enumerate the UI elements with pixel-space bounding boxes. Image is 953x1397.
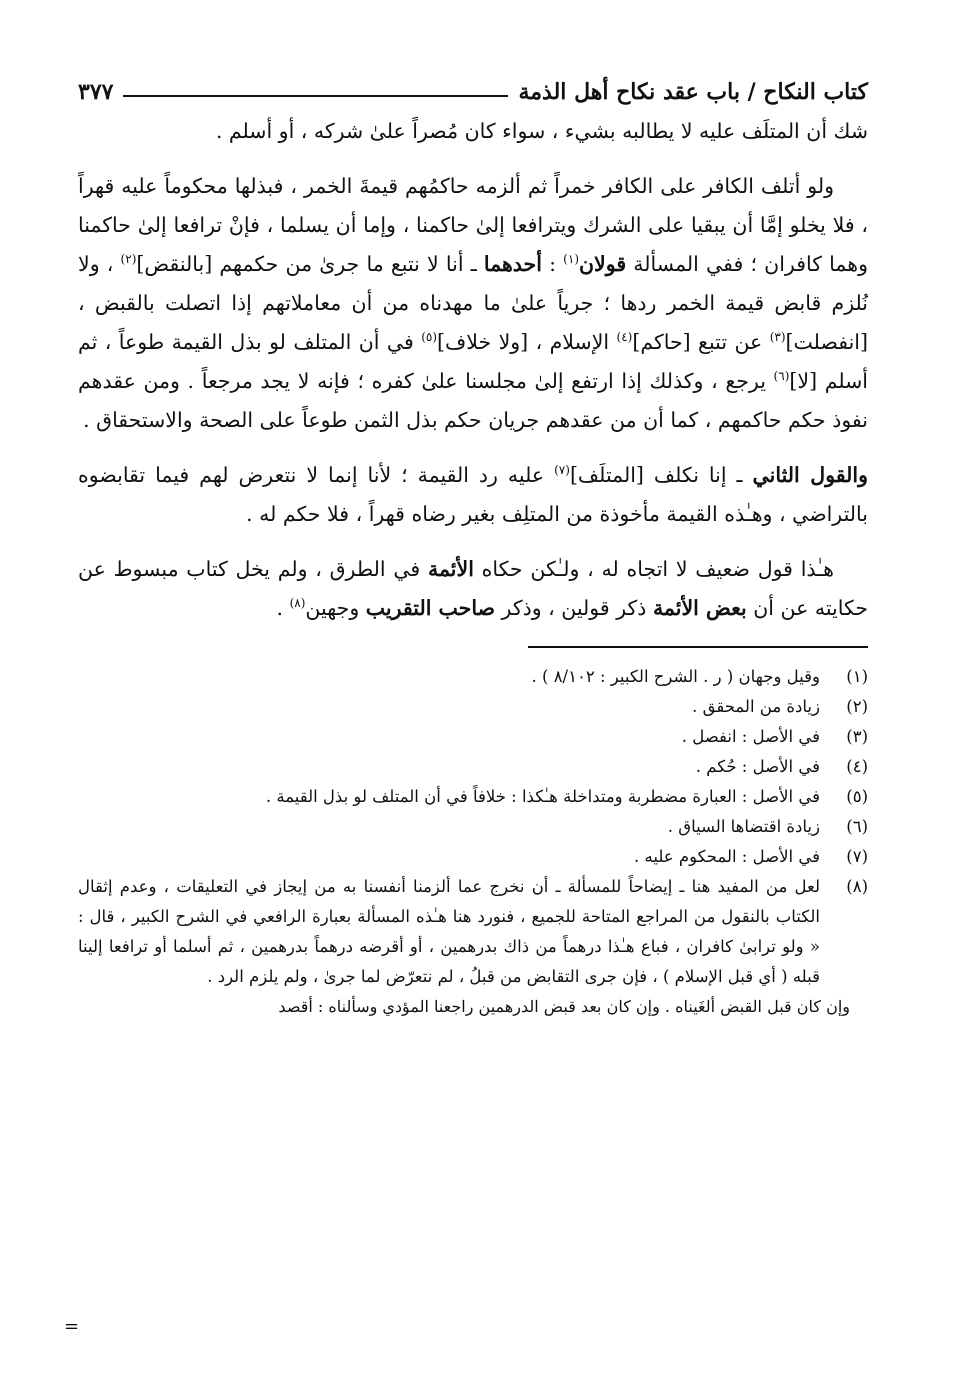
footnote-ref-8[interactable]: (٨) [289,596,306,611]
p3-text-e: ذكر قولين ، وذكر [495,596,653,620]
footnote-5 [78,782,868,812]
footnote-text: زيادة من المحقق . [692,697,820,716]
footnote-text: زيادة اقتضاها السياق . [667,817,820,836]
footnote-ref-3[interactable]: (٣) [769,330,786,345]
p1-text-e: ـ أنا لا نتبع ما جرىٰ من حكمهم [بالنقض] [136,252,484,276]
footnote-continuation: وإن كان قبل القبض ألغَيناه . وإن كان بعد قبض الدرهمين راجعنا المؤدي وسألناه : أقصد [278,997,850,1016]
p1-text-a: ولو أتلف الكافر على الكافر خمراً ثم ألزمه حاكمُهم قيمةَ الخمر ، فبذلها محكوماً عليه قهراً ، فلا يخلو إمَّا أن يبقيا على الشرك ويترافعا إلىٰ حاكمنا ، وإما أن يسلما ، فإنْ ترافعا إلىٰ حاكمنا وهما كافران ؛ ففي المسألة [78,174,868,276]
footnote-number: (٤) [846,757,868,776]
page [78,72,868,1022]
footnote-4 [78,752,868,782]
paragraph-0-text: شك أن المتلَف عليه لا يطالبه بشيء ، سواء كان مُصراً علىٰ شركه ، أو أسلم . [215,119,868,143]
footnote-number: (٧) [846,847,868,866]
page-number: ٣٧٧ [78,79,114,105]
footnote-number: (٥) [846,787,868,806]
p1-text-c: : [541,252,564,276]
p3-text-h: . [276,596,290,620]
paragraph-gap [78,151,868,167]
footnote-number: (٦) [846,817,868,836]
footnote-1 [78,662,868,692]
p1-bold-ahaduhuma: أحدهما [483,252,542,276]
paragraph-2 [78,456,868,534]
paragraph-gap [78,534,868,550]
footnote-ref-4[interactable]: (٤) [616,330,633,345]
footnote-ref-5[interactable]: (٥) [421,330,438,345]
footnote-text: وقيل وجهان ( ر . الشرح الكبير : ٨/١٠٢ ) . [531,667,820,686]
p3-bold-aimma: الأئمة [427,557,474,581]
footnote-2 [78,692,868,722]
p3-bold-sahib-taqrib: صاحب التقريب [365,596,495,620]
p2-text-c: عليه رد القيمة ؛ لأنا إنما لا نتعرض لهم فيما تقابضوه بالتراضي ، وهـٰذه القيمة مأخوذة من المتلِف بغير رضاه قهراً ، فلا حكم له . [78,463,868,526]
continuation-mark: = [64,1316,80,1337]
p3-text-c: في الطرق ، ولم يخل كتاب مبسوط عن حكايته عن أن [78,557,868,620]
p1-bold-qawlan: قولان [579,252,627,276]
footnote-text: في الأصل : انفصل . [681,727,820,746]
footnote-text: في الأصل : حُكم . [695,757,820,776]
header-title: كتاب النكاح / باب عقد نكاح أهل الذمة [518,79,868,105]
footnote-8 [78,872,868,992]
footnote-text: لعل من المفيد هنا ـ إيضاحاً للمسألة ـ أن نخرج عما ألزمنا أنفسنا به من إيجاز في التعليقات ، وعدم إثقال الكتاب بالنقول من المراجع المتاحة للجميع ، فنورد هنا هـٰذه المسألة بعبارة الرافعي في الشرح الكبير ، قال : « ولو ترابىٰ كافران ، فباع هـٰذا درهماً من ذاك بدرهمين ، أو أقرضه درهماً بدرهمين ، ثم أسلما أو ترافعا إلينا قبله ( أي قبل الإسلام ) ، فإن جرى التقابض من قبلُ ، لم نتعرّض لما جرىٰ ، ولم يلزم الرد . [78,877,820,986]
p1-text-j: يرجع ، وكذلك إذا ارتفع إلىٰ مجلسنا علىٰ كفره ؛ فإنه لا يجد مرجعاً . ومن عقدهم نفوذ حكم حاكمهم ، كما أن من عقدهم جريان حكم بذل الثمن طوعاً على الصحة والاستحقاق . [78,369,868,432]
p1-text-i: في أن المتلف لو بذل القيمة طوعاً ، ثم أسلم [لا] [78,330,868,393]
footnote-6 [78,812,868,842]
footnote-7 [78,842,868,872]
footnote-separator [528,646,868,648]
p3-bold-baad-aimma: بعض الأئمة [652,596,747,620]
paragraph-0 [78,112,868,151]
header-rule [123,95,508,97]
footnote-ref-2[interactable]: (٢) [120,252,137,267]
p2-bold-second-opinion: والقول الثاني [752,463,868,487]
p1-text-f: ، ولا نُلزم قابض قيمة الخمر ردها ؛ جرياً علىٰ ما مهدناه من أن معاملاتهم إذا اتصلت بالقبض ، [انفصلت] [78,252,868,354]
footnote-number: (١) [846,667,868,686]
p3-text-g: وجهين [305,596,366,620]
footnote-text: في الأصل : المحكوم عليه . [634,847,820,866]
footnote-ref-7[interactable]: (٧) [554,463,570,478]
p1-text-g: عن تتبع [حاكم] [632,330,770,354]
footnote-text: في الأصل : العبارة مضطربة ومتداخلة هـٰكذا : خلافاً في أن المتلف لو بذل القيمة . [265,787,820,806]
footnote-number: (٣) [846,727,868,746]
p1-text-h: الإسلام ، [ولا خلاف] [437,330,617,354]
paragraph-gap [78,440,868,456]
p2-text-b: ـ إنا نكلف [المتلَف] [569,463,753,487]
footnote-number: (٢) [846,697,868,716]
p3-text-a: هـٰذا قول ضعيف لا اتجاه له ، ولـٰكن حكاه [473,557,834,581]
paragraph-1 [78,167,868,440]
footnotes [78,662,868,1022]
paragraph-3 [78,550,868,628]
footnote-3 [78,722,868,752]
footnote-ref-1[interactable]: (١) [563,252,579,267]
main-text [78,112,868,628]
footnote-ref-6[interactable]: (٦) [773,369,790,384]
footnote-number: (٨) [846,877,868,896]
running-header [78,72,868,112]
